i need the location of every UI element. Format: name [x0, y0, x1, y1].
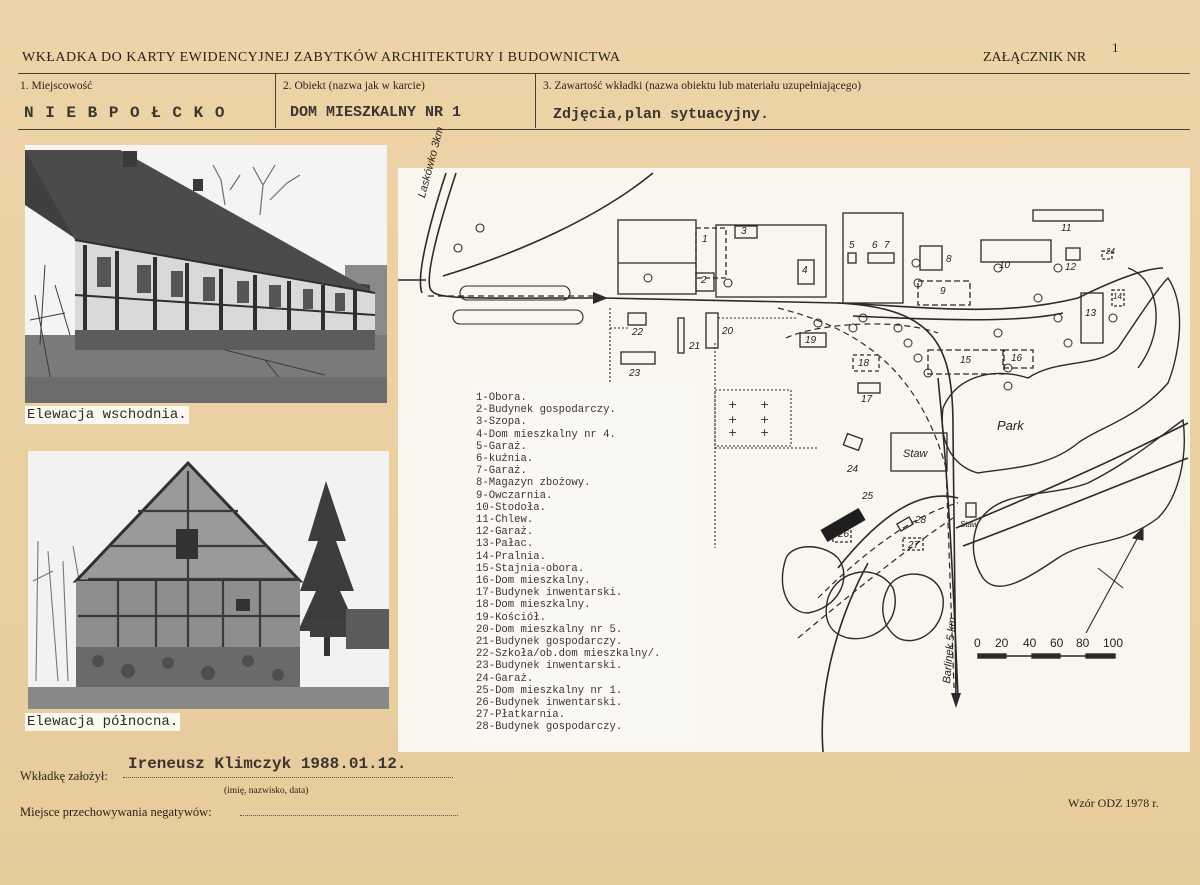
building-number: 4	[802, 265, 808, 276]
building-number: 24	[847, 464, 859, 475]
legend-item: 26-Budynek inwentarski.	[476, 697, 623, 709]
building-number: 22	[632, 327, 644, 338]
locality-value: N I E B P O Ł C K O	[24, 104, 226, 122]
small-pond-label: Staw	[960, 520, 978, 529]
east-elevation-caption: Elewacja wschodnia.	[27, 407, 187, 423]
locality-label: 1. Miejscowość	[20, 80, 93, 92]
content-value: Zdjęcia,plan sytuacyjny.	[553, 106, 770, 123]
legend-item: 7-Garaż.	[476, 465, 527, 478]
scale-label: 40	[1023, 636, 1037, 650]
scale-label: 100	[1103, 636, 1124, 650]
scale-label: 60	[1050, 636, 1064, 650]
field-divider	[275, 74, 276, 128]
svg-text:+: +	[760, 426, 770, 439]
building-number: 25	[862, 491, 874, 502]
building-number: 10	[999, 260, 1011, 271]
legend-item: 11-Chlew.	[476, 514, 534, 526]
building-number: 19	[805, 335, 817, 346]
storage-dotted-line	[240, 815, 458, 816]
building-number: 18	[858, 358, 870, 369]
storage-label: Miejsce przechowywania negatywów:	[20, 805, 212, 819]
building-number: 24	[1106, 247, 1115, 256]
svg-text:+: +	[728, 426, 738, 439]
svg-text:+: +	[728, 398, 738, 411]
building-number: 1	[702, 234, 708, 245]
legend-item: 3-Szopa.	[476, 416, 527, 429]
field-divider	[535, 74, 536, 128]
photo-north-elevation	[28, 451, 389, 709]
card-title: WKŁADKA DO KARTY EWIDENCYJNEJ ZABYTKÓW ARCHITEKTURY I BUDOWNICTWA	[22, 50, 621, 65]
building-number: 14	[1113, 292, 1122, 301]
legend-item: 16-Dom mieszkalny.	[476, 575, 591, 587]
building-number: 21	[689, 341, 701, 352]
legend-item: 12-Garaż.	[476, 526, 534, 539]
legend-item: 9-Owczarnia.	[476, 489, 553, 502]
building-number: 6	[872, 240, 878, 251]
scale-label: 80	[1076, 636, 1090, 650]
photo-east-elevation	[25, 145, 387, 403]
legend-item: 20-Dom mieszkalny nr 5.	[476, 623, 623, 636]
building-number: 11	[1061, 223, 1072, 234]
building-number: 12	[1065, 262, 1077, 273]
park-label: Park	[997, 418, 1024, 433]
svg-text:+: +	[728, 413, 738, 426]
founded-label: Wkładkę założył:	[20, 769, 108, 783]
legend-item: 6-kuźnia.	[476, 453, 534, 465]
legend-item: 23-Budynek inwentarski.	[476, 660, 623, 673]
building-number: 26	[838, 529, 850, 540]
svg-text:+: +	[760, 398, 770, 411]
north-elevation-caption: Elewacja północna.	[27, 714, 179, 730]
legend-item: 22-Szkoła/ob.dom mieszkalny/.	[476, 648, 661, 661]
annex-label: ZAŁĄCZNIK NR	[983, 50, 1087, 65]
building-number: 20	[722, 326, 734, 337]
object-value: DOM MIESZKALNY NR 1	[290, 104, 462, 121]
house-north-image	[28, 451, 389, 709]
legend-item: 21-Budynek gospodarczy.	[476, 636, 623, 648]
legend-item: 15-Stajnia-obora.	[476, 562, 585, 575]
building-number: 8	[946, 254, 952, 265]
house-east-image	[25, 145, 387, 403]
building-number: 27	[908, 540, 920, 551]
legend-item: 5-Garaż.	[476, 440, 527, 453]
scale-label: 0	[974, 636, 981, 650]
legend-item: 27-Płatkarnia.	[476, 709, 566, 722]
building-number: 16	[1011, 353, 1023, 364]
object-label: 2. Obiekt (nazwa jak w karcie)	[283, 80, 425, 92]
legend-item: 24-Garaż.	[476, 672, 534, 685]
legend-item: 10-Stodoła.	[476, 501, 546, 514]
founded-value: Ireneusz Klimczyk 1988.01.12.	[128, 755, 407, 773]
founded-hint: (imię, nazwisko, data)	[224, 786, 309, 796]
fields-rule	[18, 129, 1190, 130]
legend-item: 28-Budynek gospodarczy.	[476, 721, 623, 734]
building-number: 13	[1085, 308, 1097, 319]
pond-label: Staw	[903, 448, 928, 460]
legend-item: 19-Kościół.	[476, 611, 546, 624]
building-number: 7	[884, 240, 890, 251]
building-number: 15	[960, 355, 972, 366]
svg-text:+: +	[760, 413, 770, 426]
legend-item: 14-Pralnia.	[476, 550, 546, 563]
building-number: 23	[629, 368, 641, 379]
building-number: 2	[701, 275, 707, 286]
building-number: 28	[915, 515, 927, 526]
building-number: 3	[741, 226, 747, 237]
annex-number: 1	[1112, 40, 1119, 55]
legend-item: 25-Dom mieszkalny nr 1.	[476, 684, 623, 697]
building-number: 17	[861, 394, 873, 405]
founded-dotted-line	[123, 777, 453, 778]
legend-item: 2-Budynek gospodarczy.	[476, 404, 616, 417]
legend-item: 1-Obora.	[476, 392, 527, 404]
legend-item: 4-Dom mieszkalny nr 4.	[476, 428, 616, 441]
legend-item: 18-Dom mieszkalny.	[476, 599, 591, 612]
building-number: 9	[940, 286, 946, 297]
header-rule	[18, 73, 1190, 74]
scale-label: 20	[995, 636, 1009, 650]
legend-item: 17-Budynek inwentarski.	[476, 587, 623, 600]
plan-legend	[470, 382, 695, 742]
form-pattern: Wzór ODZ 1978 r.	[1068, 796, 1159, 810]
content-label: 3. Zawartość wkładki (nazwa obiektu lub materiału uzupełniającego)	[543, 80, 862, 92]
legend-item: 13-Pałac.	[476, 538, 534, 551]
road-label-barlinek: Barlinek 5 km	[941, 616, 959, 685]
legend-item: 8-Magazyn zbożowy.	[476, 477, 591, 490]
road-label-laskowko: Laskówko 3km	[416, 125, 447, 200]
building-number: 5	[849, 240, 855, 251]
